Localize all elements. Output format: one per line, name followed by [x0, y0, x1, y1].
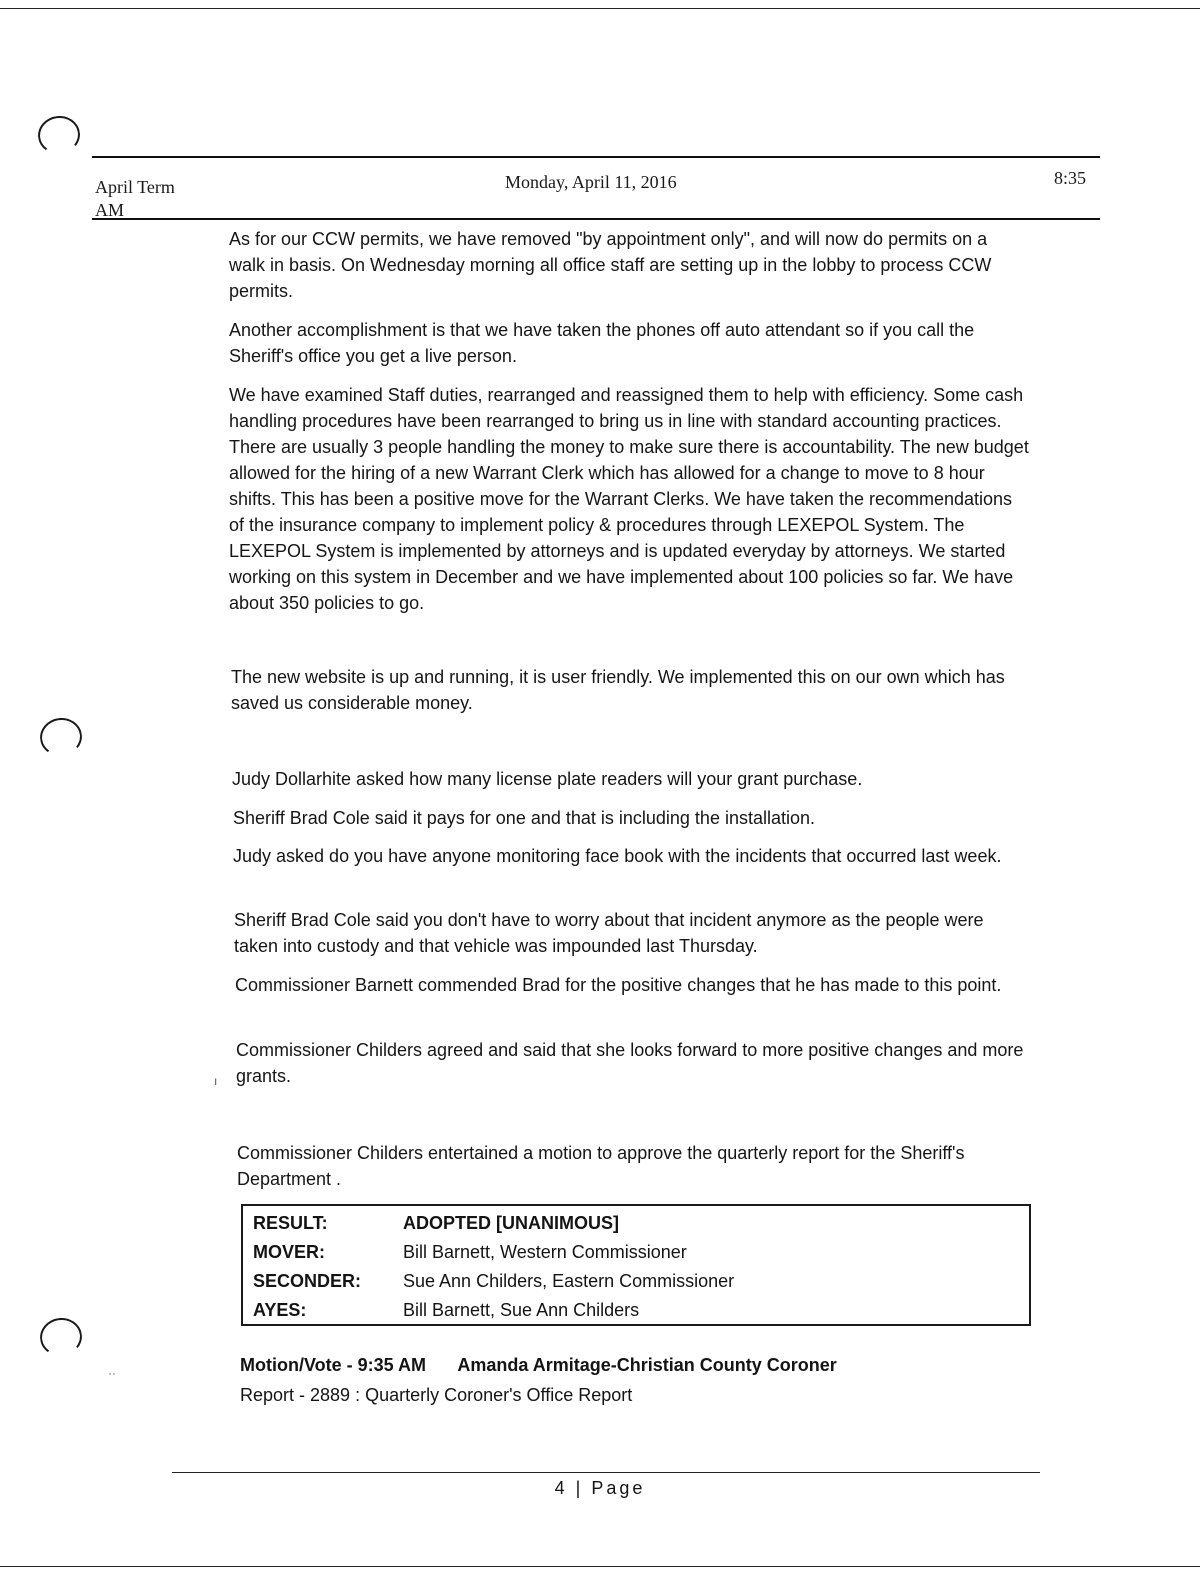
mover-label: MOVER: [253, 1242, 325, 1262]
header-time: 8:35 [1054, 168, 1087, 188]
page-bottom-edge [0, 1566, 1200, 1567]
result-value: ADOPTED [UNANIMOUS] [403, 1213, 619, 1233]
punch-hole-middle [38, 715, 85, 758]
motion-time: 9:35 AM [357, 1355, 427, 1375]
margin-dots: ·· [108, 1366, 116, 1380]
discussion-sheriff-answer: Sheriff Brad Cole said it pays for one and that is including the installation. [233, 808, 816, 828]
vote-result-box [241, 1204, 1031, 1326]
paragraph-ccw-permits: As for our CCW permits, we have removed "by appointment only", and will now do permits on a walk in basis. On Wednesday morning all office staff are setting up in the lobby to process CCW permits. [229, 229, 992, 301]
mover-row [253, 1239, 1003, 1265]
header-bottom-rule [92, 218, 1100, 220]
result-label: RESULT: [253, 1213, 328, 1233]
ayes-value: Bill Barnett, Sue Ann Childers [403, 1300, 640, 1320]
discussion-judy-question: Judy Dollarhite asked how many license plate readers will your grant purchase. [232, 769, 863, 789]
footer-rule [172, 1472, 1040, 1473]
seconder-label: SECONDER: [253, 1271, 362, 1291]
seconder-value: Sue Ann Childers, Eastern Commissioner [403, 1271, 735, 1291]
punch-hole-top [36, 113, 83, 156]
motion-vote-heading [240, 1352, 837, 1378]
motion-text: Commissioner Childers entertained a motion to approve the quarterly report for the Sheriff's Department . [237, 1143, 965, 1189]
discussion-childers: Commissioner Childers agreed and said that she looks forward to more positive changes and more grants. [236, 1040, 1024, 1086]
mover-value: Bill Barnett, Western Commissioner [403, 1242, 687, 1262]
page-number: 4 | Page [554, 1478, 646, 1498]
report-line: Report - 2889 : Quarterly Coroner's Office Report [240, 1385, 633, 1405]
discussion-judy-facebook: Judy asked do you have anyone monitoring face book with the incidents that occurred last week. [233, 846, 1002, 866]
discussion-sheriff-incident: Sheriff Brad Cole said you don't have to worry about that incident anymore as the people were taken into custody and that vehicle was impounded last Thursday. [234, 910, 984, 956]
header-term: April Term [95, 177, 175, 197]
ayes-label: AYES: [253, 1300, 307, 1320]
punch-hole-bottom [38, 1315, 85, 1358]
result-row [253, 1210, 1003, 1236]
seconder-row [253, 1268, 1003, 1294]
motion-label: Motion/Vote - [240, 1355, 353, 1375]
header-session: AM [95, 200, 125, 220]
margin-mark: ı [214, 1074, 218, 1088]
header-top-rule [92, 156, 1100, 158]
ayes-row [253, 1297, 1003, 1323]
motion-title: Amanda Armitage-Christian County Coroner [457, 1355, 837, 1375]
page-top-edge [0, 8, 1200, 9]
paragraph-website: The new website is up and running, it is user friendly. We implemented this on our own which has saved us considerable money. [231, 667, 1005, 713]
header-date: Monday, April 11, 2016 [505, 172, 677, 192]
paragraph-phones: Another accomplishment is that we have taken the phones off auto attendant so if you call the Sheriff's office you get a live person. [229, 320, 975, 366]
discussion-barnett: Commissioner Barnett commended Brad for the positive changes that he has made to this point. [235, 975, 1002, 995]
paragraph-staff-duties: We have examined Staff duties, rearranged and reassigned them to help with efficiency. Some cash handling procedures have been rearranged to bring us in line with standard accounting practices. There are usually 3 people handling the money to make sure there is accountability. The new budget allowed for the hiring of a new Warrant Clerk which has allowed for a change to move to 8 hour shifts. This has been a positive move for the Warrant Clerks. We have taken the recommendations of the insurance company to implement policy & procedures through LEXEPOL System. The LEXEPOL System is implemented by attorneys and is updated everyday by attorneys. We started working on this system in December and we have implemented about 100 policies so far. We have about 350 policies to go. [229, 385, 1029, 613]
